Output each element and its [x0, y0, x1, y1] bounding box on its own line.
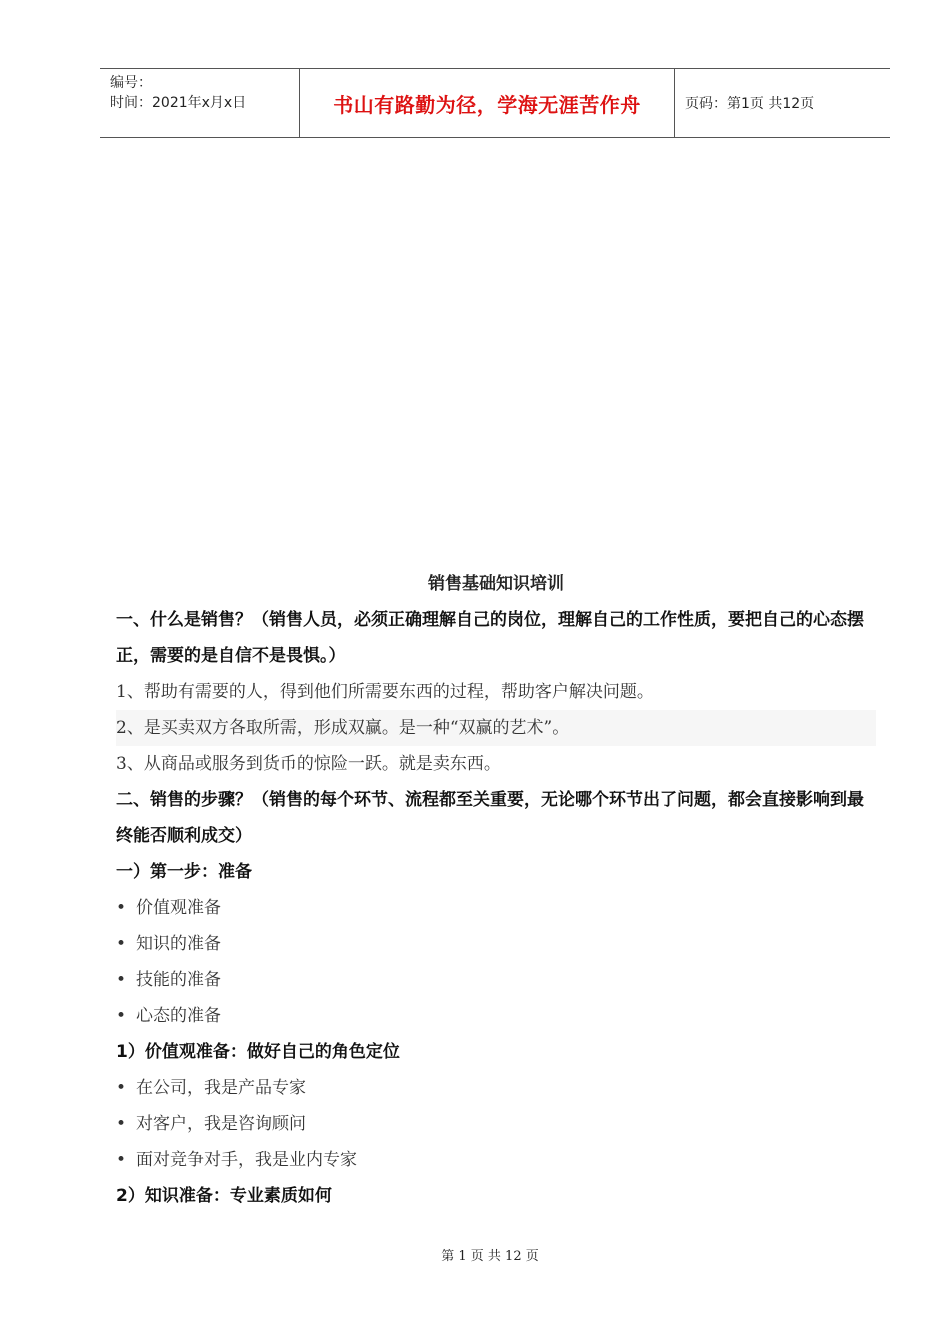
bullet-icon: • [116, 898, 127, 918]
document-body [116, 566, 876, 1214]
list-item-text: 知识的准备 [136, 934, 221, 954]
number-label: 编号： [110, 75, 152, 91]
document-header [100, 68, 890, 138]
list-item-text: 心态的准备 [136, 1006, 221, 1026]
list-item-text: 价值观准备 [136, 898, 221, 918]
list-item [116, 890, 876, 926]
list-item [116, 926, 876, 962]
list-item [116, 1106, 876, 1142]
list-item [116, 1070, 876, 1106]
time-label: 时间：2021年x月x日 [110, 95, 247, 111]
bullet-icon: • [116, 934, 127, 954]
section1-item: 2、是买卖双方各取所需，形成双赢。是一种“双赢的艺术”。 [116, 710, 876, 746]
bullet-icon: • [116, 1114, 127, 1134]
document-title: 销售基础知识培训 [428, 574, 564, 594]
list-item [116, 998, 876, 1034]
header-motto: 书山有路勤为径，学海无涯苦作舟 [300, 69, 675, 137]
page-footer: 第 1 页 共 12 页 [441, 1249, 539, 1264]
list-item [116, 1142, 876, 1178]
list-item-text: 对客户，我是咨询顾问 [136, 1114, 306, 1134]
bullet-icon: • [116, 1006, 127, 1026]
step1-heading: 一）第一步：准备 [116, 862, 252, 882]
sub2-heading: 2）知识准备：专业素质如何 [116, 1186, 332, 1206]
bullet-icon: • [116, 1078, 127, 1098]
section1-item: 1、帮助有需要的人，得到他们所需要东西的过程，帮助客户解决问题。 [116, 682, 654, 702]
header-meta [100, 69, 300, 137]
bullet-icon: • [116, 970, 127, 990]
list-item-text: 技能的准备 [136, 970, 221, 990]
section1-item: 3、从商品或服务到货币的惊险一跃。就是卖东西。 [116, 754, 501, 774]
list-item-text: 面对竞争对手，我是业内专家 [136, 1150, 357, 1170]
bullet-icon: • [116, 1150, 127, 1170]
section1-heading: 一、什么是销售？（销售人员，必须正确理解自己的岗位，理解自己的工作性质，要把自己的心态摆正，需要的是自信不是畏惧。） [116, 610, 864, 666]
section2-heading: 二、销售的步骤？（销售的每个环节、流程都至关重要，无论哪个环节出了问题，都会直接影响到最终能否顺利成交） [116, 790, 864, 846]
list-item [116, 962, 876, 998]
header-page-info: 页码：第1页 共12页 [685, 96, 815, 112]
list-item-text: 在公司，我是产品专家 [136, 1078, 306, 1098]
sub1-heading: 1）价值观准备：做好自己的角色定位 [116, 1042, 400, 1062]
